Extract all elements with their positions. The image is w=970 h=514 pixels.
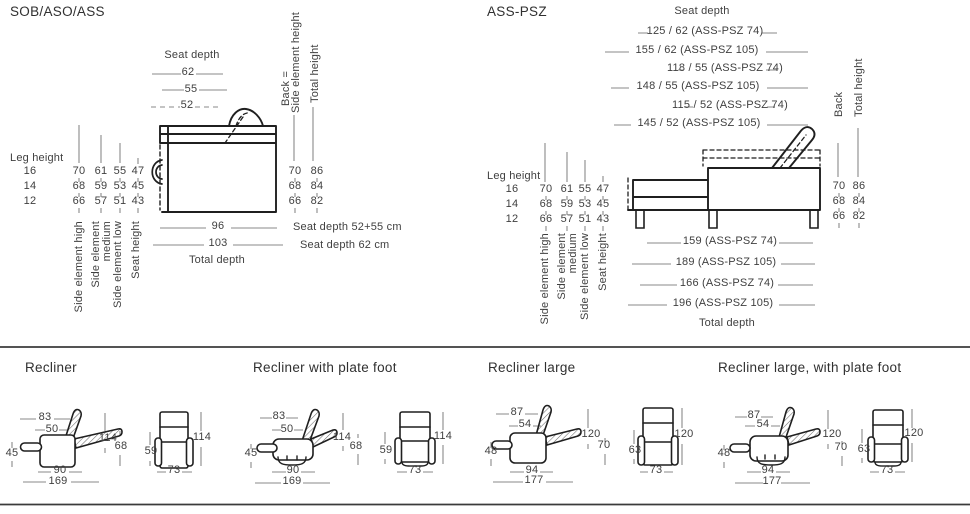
ass-height-1: 84 — [852, 195, 866, 207]
ass-lbl-low: Side element low — [579, 233, 591, 320]
ass-seat-0: 47 — [596, 183, 610, 195]
sob-low-2: 51 — [113, 195, 127, 207]
sob-seat-1: 45 — [131, 180, 145, 192]
ass-back-1: 68 — [832, 195, 846, 207]
ass-row-2: 118 / 55 (ASS-PSZ 74) — [667, 62, 783, 74]
ass-title: ASS-PSZ — [487, 4, 547, 19]
recliner-body — [40, 435, 75, 467]
recliner-1-title: Recliner — [25, 360, 77, 375]
ass-row-5: 145 / 52 (ASS-PSZ 105) — [637, 117, 761, 129]
sob-total-depth-label: Total depth — [188, 254, 246, 266]
recliner-handle — [257, 444, 277, 452]
sob-seat-depth-62: 62 — [181, 66, 195, 78]
sob-seat-depth-55: 55 — [184, 83, 198, 95]
recliner-body — [510, 433, 546, 463]
recliner-2-title: Recliner with plate foot — [253, 360, 397, 375]
sob-high-1: 68 — [72, 180, 86, 192]
recliner-3-top-dim: 87 — [510, 406, 524, 418]
recliner-3-bottom-dim2: 177 — [524, 474, 544, 486]
recliner-1-front-width-dim: 73 — [167, 464, 181, 476]
ass-seat-2: 43 — [596, 213, 610, 225]
sob-med-2: 57 — [94, 195, 108, 207]
ass-seat-1: 45 — [596, 198, 610, 210]
sob-height-1: 84 — [310, 180, 324, 192]
recliner-1-height-dim: 114 — [98, 432, 118, 444]
sob-leg-16: 16 — [23, 165, 37, 177]
ass-headrest-shape — [772, 127, 815, 168]
recliner-4-bottom-dim2: 177 — [762, 475, 782, 487]
ass-leg-height-label: Leg height — [487, 170, 541, 182]
recliner-body — [750, 436, 788, 461]
recliner-front-body — [160, 412, 188, 468]
recliner-1-bottom-dim2: 169 — [48, 475, 68, 487]
recliner-4-bottom-dim: 94 — [761, 464, 775, 476]
recliner-2-bottom-dim2: 169 — [282, 475, 302, 487]
sob-high-0: 70 — [72, 165, 86, 177]
recliner-1-left-dim: 45 — [5, 447, 19, 459]
recliner-2-front-left-dim: 59 — [379, 444, 393, 456]
sob-note-62: Seat depth 62 cm — [300, 239, 390, 251]
ass-leg-12: 12 — [505, 213, 519, 225]
sob-lbl-medium-2: medium — [101, 221, 113, 262]
ass-lbl-medium-2: medium — [567, 233, 579, 274]
recliner-4-height-dim2: 70 — [834, 441, 848, 453]
sob-back-1: 68 — [288, 180, 302, 192]
ass-height-2: 82 — [852, 210, 866, 222]
sob-back-eq-label: Back = — [280, 70, 292, 106]
recliner-3-title: Recliner large — [488, 360, 576, 375]
ass-row-1: 155 / 62 (ASS-PSZ 105) — [635, 44, 759, 56]
ass-high-0: 70 — [539, 183, 553, 195]
ass-total-height-label: Total height — [853, 58, 865, 117]
ass-height-0: 86 — [852, 180, 866, 192]
ass-med-2: 57 — [560, 213, 574, 225]
sob-height-0: 86 — [310, 165, 324, 177]
sob-total-height-label: Total height — [309, 44, 321, 103]
recliner-3-left-dim: 48 — [484, 445, 498, 457]
recliner-3-top-dim2: 54 — [518, 418, 532, 430]
recliner-2-height-dim: 114 — [332, 431, 352, 443]
recliner-4-front-width-dim: 73 — [880, 464, 894, 476]
ass-leg-16: 16 — [505, 183, 519, 195]
recliner-2-bottom-dim: 90 — [286, 464, 300, 476]
sob-lbl-medium-1: Side element — [90, 221, 102, 288]
ass-lbl-seat: Seat height — [597, 233, 609, 291]
headrest-shape — [229, 109, 263, 126]
recliner-4-front-left-dim: 63 — [857, 443, 871, 455]
sob-low-1: 53 — [113, 180, 127, 192]
sob-med-0: 61 — [94, 165, 108, 177]
sob-depth-103: 103 — [208, 237, 228, 249]
recliner-front-body — [643, 408, 673, 465]
recliner-2-front-height-dim: 114 — [433, 430, 453, 442]
ass-leg-14: 14 — [505, 198, 519, 210]
recliner-3-front-width-dim: 73 — [649, 464, 663, 476]
recliner-footrest-bar — [787, 429, 820, 445]
ass-back-0: 70 — [832, 180, 846, 192]
ass-total-depth-label: Total depth — [698, 317, 756, 329]
sob-seat-depth-52: 52 — [180, 99, 194, 111]
sob-lbl-high: Side element high — [73, 221, 85, 313]
sob-seat-0: 47 — [131, 165, 145, 177]
ass-depth-2: 166 (ASS-PSZ 74) — [679, 277, 775, 289]
ass-back-2: 66 — [832, 210, 846, 222]
sob-leg-14: 14 — [23, 180, 37, 192]
sob-leg-height-label: Leg height — [10, 152, 64, 164]
recliner-2-top-dim: 83 — [272, 410, 286, 422]
recliner-front-body — [400, 412, 430, 462]
sob-seat-depth-label: Seat depth — [164, 49, 220, 61]
sob-back-2: 66 — [288, 195, 302, 207]
recliner-2-left-dim: 45 — [244, 447, 258, 459]
recliner-1-height-dim2: 68 — [114, 440, 128, 452]
sob-lbl-seat: Seat height — [130, 221, 142, 279]
ass-lbl-high: Side element high — [539, 233, 551, 325]
ass-depth-1: 189 (ASS-PSZ 105) — [675, 256, 777, 268]
recliner-1-front-left-dim: 59 — [144, 445, 158, 457]
sob-height-2: 82 — [310, 195, 324, 207]
ass-row-4: 115 / 52 (ASS-PSZ 74) — [672, 99, 788, 111]
ass-back-label: Back — [833, 91, 845, 117]
recliner-2-front-width-dim: 73 — [408, 464, 422, 476]
recliner-1-top-dim: 83 — [38, 411, 52, 423]
recliner-4-top-dim2: 54 — [756, 418, 770, 430]
recliner-4-title: Recliner large, with plate foot — [718, 360, 902, 375]
recliner-4-top-dim: 87 — [747, 409, 761, 421]
recliner-footrest-bar — [545, 429, 581, 445]
sob-seat-2: 43 — [131, 195, 145, 207]
sofa-legs-shape — [636, 210, 818, 228]
recliner-body — [273, 439, 313, 460]
sob-sofa-side-view — [152, 109, 276, 212]
ass-sofa-side-view — [628, 127, 820, 228]
ass-depth-0: 159 (ASS-PSZ 74) — [682, 235, 778, 247]
ass-low-0: 55 — [578, 183, 592, 195]
sob-side-element-height-label: Side element height — [290, 11, 302, 113]
sob-low-0: 55 — [113, 165, 127, 177]
recliner-4-front-height-dim: 120 — [904, 427, 924, 439]
recliner-3-height-dim2: 70 — [597, 439, 611, 451]
ass-lbl-medium-1: Side element — [556, 233, 568, 300]
sob-depth-96: 96 — [211, 220, 225, 232]
recliner-4-left-dim: 48 — [717, 447, 731, 459]
recliner-3-bottom-dim: 94 — [525, 464, 539, 476]
ass-seat-depth-label: Seat depth — [674, 5, 730, 17]
ass-med-1: 59 — [560, 198, 574, 210]
recliner-front-body — [873, 410, 903, 462]
sob-leg-12: 12 — [23, 195, 37, 207]
recliner-1-front-height-dim: 114 — [192, 431, 212, 443]
ass-row-3: 148 / 55 (ASS-PSZ 105) — [636, 80, 760, 92]
recliner-1-bottom-dim: 90 — [53, 464, 67, 476]
ass-depth-3: 196 (ASS-PSZ 105) — [672, 297, 774, 309]
ass-high-1: 68 — [539, 198, 553, 210]
recliner-handle — [21, 443, 42, 451]
recliner-3-front-height-dim: 120 — [674, 428, 694, 440]
sob-back-0: 70 — [288, 165, 302, 177]
ass-low-1: 53 — [578, 198, 592, 210]
sob-note-5255: Seat depth 52+55 cm — [293, 221, 402, 233]
sob-high-2: 66 — [72, 195, 86, 207]
ass-med-0: 61 — [560, 183, 574, 195]
ass-high-2: 66 — [539, 213, 553, 225]
recliner-3-height-dim: 120 — [581, 428, 601, 440]
sob-med-1: 59 — [94, 180, 108, 192]
recliner-1-top-dim2: 50 — [45, 423, 59, 435]
recliner-4-height-dim: 120 — [822, 428, 842, 440]
sob-lbl-low: Side element low — [112, 221, 124, 308]
sob-title: SOB/ASO/ASS — [10, 4, 105, 19]
ass-row-0: 125 / 62 (ASS-PSZ 74) — [646, 25, 764, 37]
recliner-2-top-dim2: 50 — [280, 423, 294, 435]
recliner-3-front-left-dim: 63 — [628, 444, 642, 456]
recliner-2-height-dim2: 68 — [349, 440, 363, 452]
recliner-handle — [730, 444, 750, 452]
ass-low-2: 51 — [578, 213, 592, 225]
